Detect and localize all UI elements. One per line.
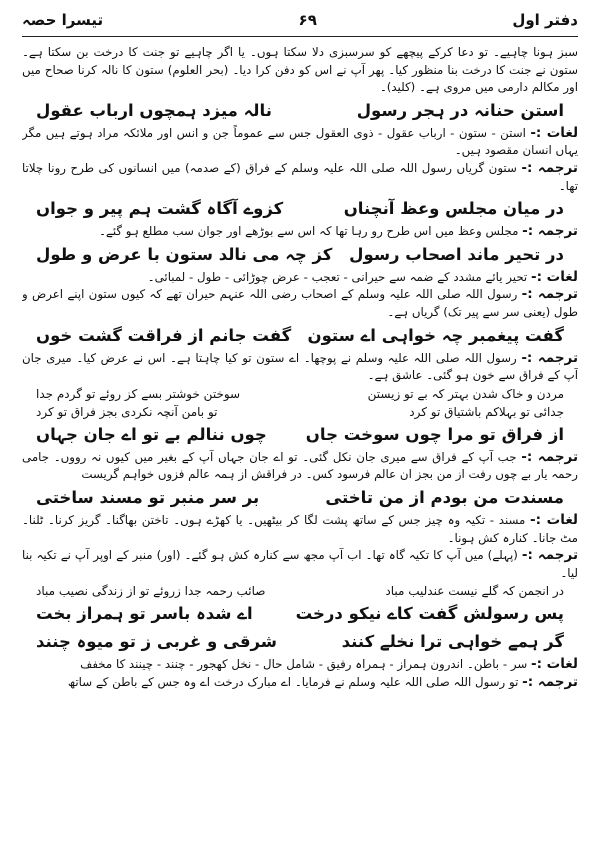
paragraph-label: ترجمہ :- bbox=[521, 349, 578, 366]
paragraph-label: ترجمہ :- bbox=[522, 673, 578, 690]
verse-couplet bbox=[22, 421, 578, 449]
verse-second-half: سوختن خوشتر بسے کز روئے تو گردم جدا bbox=[36, 386, 241, 401]
verse-couplet bbox=[22, 600, 578, 628]
header-title-left: تیسرا حصہ bbox=[22, 11, 104, 29]
verse-couplet bbox=[22, 195, 578, 223]
text-paragraph bbox=[22, 125, 578, 160]
text-paragraph bbox=[22, 656, 578, 674]
verse-second-half: نالہ میزد ہمچوں ارباب عقول bbox=[36, 100, 272, 120]
page-body bbox=[22, 44, 578, 842]
paragraph-text: تو رسول اللہ صلی اللہ علیہ وسلم نے فرمایا۔ اے مبارک درخت اے وہ جس کے باطن کے ساتھ bbox=[67, 674, 519, 689]
paragraph-label: لغات :- bbox=[530, 511, 578, 528]
verse-second-half: چوں ننالم بے تو اے جان جہاں bbox=[36, 424, 267, 444]
text-paragraph bbox=[22, 674, 578, 692]
text-paragraph bbox=[22, 512, 578, 547]
verse-second-half: تو بامن آنچہ نکردی بجز فراق تو کرد bbox=[36, 404, 218, 419]
verse-couplet bbox=[22, 484, 578, 512]
verse-couplet bbox=[22, 403, 578, 421]
verse-first-half: از فراق تو مرا چوں سوخت جاں bbox=[305, 424, 564, 444]
verse-couplet bbox=[22, 628, 578, 656]
verse-first-half: مردن و خاک شدن بہتر کہ بے تو زیستن bbox=[367, 386, 564, 401]
paragraph-label: ترجمہ :- bbox=[521, 159, 578, 176]
paragraph-text: سبز ہونا چاہیے۔ تو دعا کرکے پیچھے کو سرسبزی دلا سکتا ہوں۔ یا اگر چاہیے تو جنت کا درخت بن سکتا ہے۔ ستون نے جنت کا درخت بنا منظور کیا۔ پھر آپ نے اس کو دفن کرا دیا۔ (بحر العلوم) ستون کا نالہ کرنا صحاح میں اور مکالم دارمی میں مروی ہے۔ (کلید)۔ bbox=[22, 45, 578, 95]
text-paragraph bbox=[22, 350, 578, 385]
paragraph-label: لغات :- bbox=[530, 268, 578, 285]
verse-first-half: در تحیر ماند اصحاب رسول bbox=[349, 244, 564, 264]
paragraph-text: (پہلے) میں آپ کا تکیہ گاہ تھا۔ اب آپ مجھ سے کنارہ کش ہو گئے۔ (اور) منبر کے اوپر آپ نے تکیہ بنا لیا۔ bbox=[22, 548, 578, 580]
verse-second-half: صائب رحمہ جدا زروئے تو از زندگی نصیب مباد bbox=[36, 584, 266, 599]
verse-first-half: در انجمن کہ گلے نیست عندلیب مباد bbox=[385, 584, 564, 599]
paragraph-text: جب آپ کے فراق سے میری جان نکل گئی۔ تو اے جان جہاں آپ کے بغیر میں کیوں نہ رووں۔ جامی رحمہ یار بے چوں رفت از من بجز ان عالم فرسود کس۔ در فراقش از ہمہ عالم فزوں خواہم گریست bbox=[22, 449, 578, 482]
verse-first-half: گر ہمے خواہی ترا نخلے کنند bbox=[341, 632, 564, 652]
verse-second-half: کز چہ می نالد ستون با عرض و طول bbox=[36, 244, 333, 264]
paragraph-text: مجلس وعظ میں اس طرح رو رہا تھا کہ اس سے بوڑھے اور جوان سب مطلع ہو گئے۔ bbox=[99, 224, 519, 239]
paragraph-label: لغات :- bbox=[530, 656, 578, 673]
text-paragraph bbox=[22, 223, 578, 241]
paragraph-text: مسند - تکیہ وہ چیز جس کے ساتھ پشت لگا کر بیٹھیں۔ یا کھڑے ہوں۔ تاختن بھاگنا۔ گریز کرنا۔ ٹلنا۔ مٹ جانا۔ کنارہ کش ہونا۔ bbox=[22, 512, 578, 545]
verse-first-half: مسندت من بودم از من تاختی bbox=[325, 487, 564, 507]
paragraph-label: ترجمہ :- bbox=[522, 223, 578, 240]
paragraph-text: ستون گریاں رسول اللہ صلی اللہ علیہ وسلم کے فراق (کے صدمہ) میں انسانوں کی طرح رونا چلاتا تھا۔ bbox=[22, 160, 578, 193]
paragraph-text: رسول اللہ صلی اللہ علیہ وسلم نے پوچھا۔ اے ستون تو کیا چاہتا ہے۔ اس نے عرض کیا۔ میری جان آپ کے فراق سے خون ہو گئی۔ عاشق ہے۔ bbox=[22, 350, 578, 383]
paragraph-text: سر - باطن۔ اندرون ہمراز - ہمراہ رفیق - شامل حال - نخل کھجور - چنند - چینند کا مخفف bbox=[80, 657, 528, 672]
paragraph-text: رسول اللہ صلی اللہ علیہ وسلم کے اصحاب رضی اللہ عنہم حیران تھے کہ کیوں ستون اپنے اعرض و طول (یعنی سر سے پیر تک) گریاں ہے۔ bbox=[22, 287, 578, 319]
paragraph-text: تحیر یائے مشدد کے ضمہ سے حیرانی - تعجب - عرض چوڑائی - طول - لمبائی۔ bbox=[147, 269, 528, 284]
verse-second-half: گفت جانم از فراقت گشت خوں bbox=[36, 325, 292, 345]
verse-couplet bbox=[22, 582, 578, 600]
paragraph-label: لغات :- bbox=[530, 124, 578, 141]
verse-first-half: استن حنانہ در ہجر رسول bbox=[356, 100, 564, 120]
page-number: ۶۹ bbox=[298, 11, 317, 29]
verse-second-half: بر سر منبر تو مسند ساختی bbox=[36, 487, 260, 507]
text-paragraph bbox=[22, 44, 578, 97]
paragraph-label: ترجمہ :- bbox=[521, 286, 578, 303]
verse-second-half: اے شدہ باسر تو ہمراز بخت bbox=[36, 604, 253, 624]
verse-couplet bbox=[22, 241, 578, 269]
verse-first-half: پس رسولش گفت کاے نیکو درخت bbox=[295, 604, 564, 624]
header-title-right: دفتر اول bbox=[512, 11, 578, 29]
text-paragraph bbox=[22, 269, 578, 287]
verse-couplet bbox=[22, 322, 578, 350]
text-paragraph bbox=[22, 547, 578, 582]
verse-second-half: شرقی و غربی ز تو میوہ چنند bbox=[36, 632, 278, 652]
text-paragraph bbox=[22, 160, 578, 195]
verse-couplet bbox=[22, 385, 578, 403]
text-paragraph bbox=[22, 449, 578, 484]
header-divider bbox=[22, 36, 578, 37]
text-paragraph bbox=[22, 286, 578, 321]
paragraph-text: استن - ستون - ارباب عقول - ذوی العقول جس سے عموماً جن و انس اور ملائکہ مراد ہوتے ہیں مگر یہاں انسان مقصود ہیں۔ bbox=[22, 125, 578, 158]
verse-first-half: گفت پیغمبر چہ خواہی اے ستون bbox=[307, 325, 564, 345]
verse-first-half: جدائی تو بہلاکم باشتیاق تو کرد bbox=[409, 404, 564, 419]
verse-couplet bbox=[22, 97, 578, 125]
page-header bbox=[22, 6, 578, 34]
verse-first-half: در میان مجلس وعظ آنچناں bbox=[343, 199, 564, 219]
paragraph-label: ترجمہ :- bbox=[521, 448, 578, 465]
verse-second-half: کزوے آگاہ گشت ہم پیر و جواں bbox=[36, 199, 284, 219]
paragraph-label: ترجمہ :- bbox=[521, 547, 578, 564]
